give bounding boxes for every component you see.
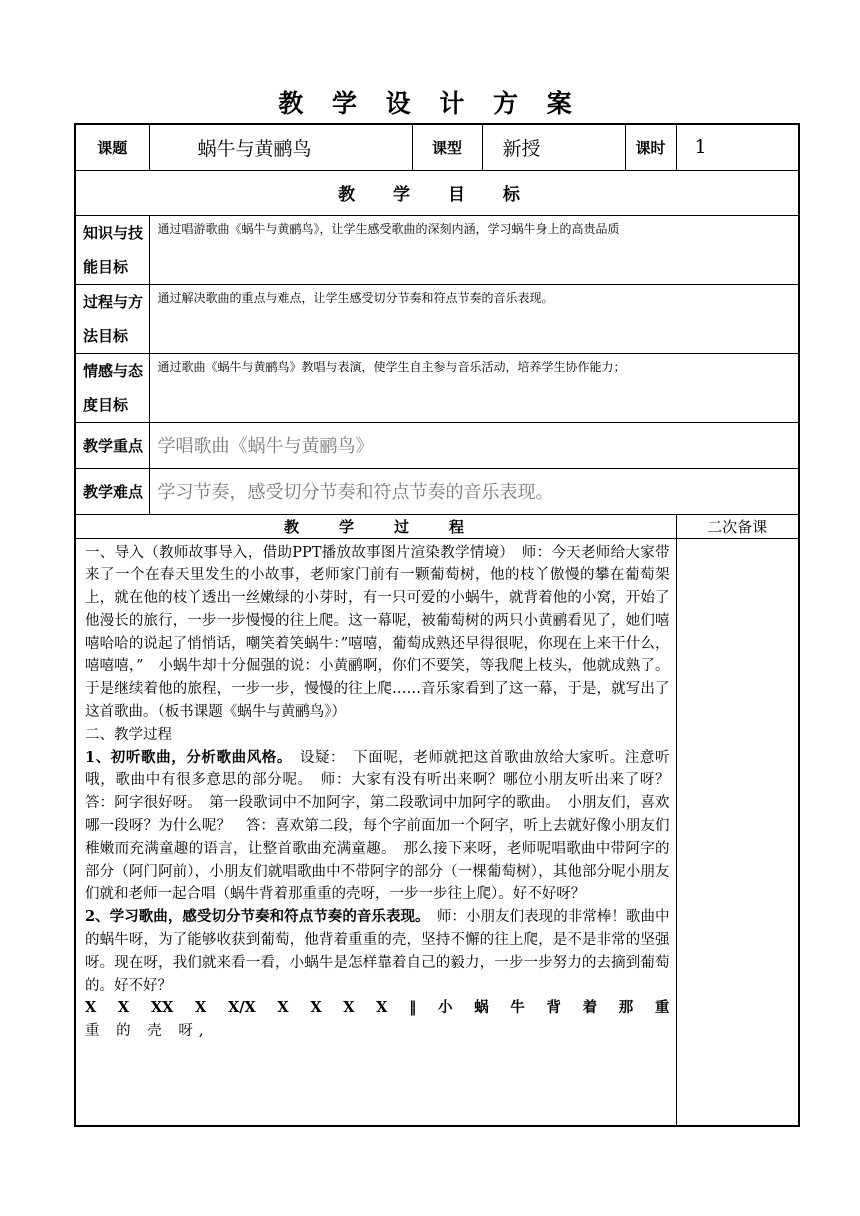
lyric-char: 小 — [437, 999, 453, 1017]
goals-heading: 教 学 目 标 — [75, 170, 799, 215]
lyric-char: 蜗 — [474, 999, 489, 1017]
rhythm-token: X — [277, 999, 289, 1017]
step-two-text: 师：小朋友们表现的非常棒！歌曲中的蜗牛呀，为了能够收获到葡萄，他背着重重的壳，坚持不懈的往上爬，是不是非常的坚强呀。现在呀，我们就来看一看，小蜗牛是怎样靠着自己的毅力，一步一步努力的去摘到葡萄的。好不好？ — [85, 909, 670, 994]
topic-value: 蜗牛与黄鹂鸟 — [149, 124, 412, 170]
teaching-process-header — [75, 514, 676, 538]
knowledge-goal-label-line1: 知识与技 — [83, 223, 144, 242]
process-header-char-3: 过 — [393, 517, 409, 536]
process-goal-label-line2: 法目标 — [83, 326, 129, 345]
process-header-char-4: 程 — [448, 517, 464, 536]
key-point-label: 教学重点 — [75, 422, 149, 468]
rhythm-token: X — [343, 999, 355, 1017]
lyric-char: 牛 — [510, 999, 525, 1017]
process-goal-label-line1: 过程与方 — [83, 292, 144, 311]
process-goal-label — [75, 284, 149, 353]
rhythm-token: ‖ — [409, 999, 417, 1017]
lyric-char: 背 — [546, 999, 561, 1017]
process-goal-text: 通过解决歌曲的重点与难点，让学生感受切分节奏和符点节奏的音乐表现。 — [149, 284, 799, 353]
topic-label: 课题 — [75, 124, 149, 170]
step-two-paragraph — [85, 906, 670, 997]
lyric-char: 重 — [654, 999, 670, 1017]
process-header-char-2: 学 — [338, 517, 354, 536]
rhythm-token: X/X — [227, 999, 256, 1017]
class-hours-value: 1 — [676, 124, 799, 170]
rhythm-token: X — [85, 999, 97, 1017]
rhythm-line-2: 重 的 壳 呀, — [85, 1023, 210, 1040]
emotion-goal-text: 通过歌曲《蜗牛与黄鹂鸟》教唱与表演，使学生自主参与音乐活动，培养学生协作能力； — [149, 353, 799, 422]
knowledge-goal-label — [75, 215, 149, 284]
knowledge-goal-text: 通过唱游歌曲《蜗牛与黄鹂鸟》，让学生感受歌曲的深刻内涵，学习蜗牛身上的高贵品质 — [149, 215, 799, 284]
rhythm-token: XX — [150, 999, 174, 1017]
intro-paragraph: 一、导入（教师故事导入，借助PPT播放故事图片渲染教学情境） 师：今天老师给大家带来了一个在春天里发生的小故事，老师家门前有一颗葡萄树，他的枝丫傲慢的攀在葡萄架上，就在他的枝丫透出一丝嫩绿的小芽时，有一只可爱的小蜗牛，就背着他的小窝，开始了他漫长的旅行，一步一步慢慢的往上爬。这一幕呢，被葡萄树的两只小黄鹂看见了，她们嘻嘻哈哈的说起了悄悄话，嘲笑着笑蜗牛：”嘻嘻，葡萄成熟还早得很呢，你现在上来干什么，嘻嘻嘻，” 小蜗牛却十分倔强的说：小黄鹂啊，你们不要笑，等我爬上枝头，他就成熟了。于是继续着他的旅程，一步一步，慢慢的往上爬……音乐家看到了这一幕，于是，就写出了这首歌曲。（板书课题《蜗牛与黄鹂鸟》） — [85, 544, 670, 721]
step-one-paragraph — [85, 747, 685, 907]
rhythm-line — [85, 997, 670, 1020]
second-prep-header: 二次备课 — [676, 514, 799, 538]
step-one-text: 设疑： 下面呢，老师就把这首歌曲放给大家听。注意听哦，歌曲中有很多意思的部分呢。 师：大家有没有听出来啊？哪位小朋友听出来了呀？ 答：阿字很好呀。 第一段歌词中不加阿字，第二段歌词中加阿字的歌曲。 小朋友们，喜欢哪一段呀？为什么呢？ 答：喜欢第二段，每个字前面加一个阿字，听上去就好像小朋友们稚嫩而充满童趣的语言，让整首歌曲充满童趣。 那么接下来呀，老师呢唱歌曲中带阿字的部分（阿门阿前），小朋友们就唱歌曲中不带阿字的部分（一棵葡萄树），其他部分呢小朋友们就和老师一起合唱（蜗牛背着那重重的壳呀，一步一步往上爬）。好不好呀？ — [85, 749, 685, 903]
document-title: 教 学 设 计 方 案 — [278, 89, 582, 118]
emotion-goal-label-line2: 度目标 — [83, 395, 129, 414]
step-one-title: 1、初听歌曲，分析歌曲风格。 — [85, 748, 285, 766]
key-point-text: 学唱歌曲《蜗牛与黄鹂鸟》 — [149, 422, 799, 468]
rhythm-token: X — [310, 999, 322, 1017]
rhythm-token: X — [117, 999, 130, 1017]
lesson-type-label: 课型 — [412, 124, 482, 170]
rhythm-token: X — [195, 999, 207, 1017]
lesson-plan-table — [74, 123, 800, 1127]
lyric-char: 那 — [618, 999, 634, 1017]
knowledge-goal-label-line2: 能目标 — [83, 257, 129, 276]
rhythm-token: X — [376, 999, 388, 1017]
emotion-goal-label-line1: 情感与态 — [83, 361, 144, 380]
class-hours-label: 课时 — [625, 124, 676, 170]
section-two-heading: 二、教学过程 — [85, 726, 172, 743]
process-header-char-1: 教 — [284, 517, 300, 536]
lyric-char: 着 — [582, 999, 598, 1017]
emotion-goal-label — [75, 353, 149, 422]
teaching-process-body — [75, 538, 685, 1126]
difficulty-label: 教学难点 — [75, 468, 149, 514]
second-prep-notes — [676, 538, 799, 1126]
difficulty-text: 学习节奏，感受切分节奏和符点节奏的音乐表现。 — [149, 468, 799, 514]
step-two-title: 2、学习歌曲，感受切分节奏和符点节奏的音乐表现。 — [85, 908, 423, 926]
lesson-type-value: 新授 — [482, 124, 625, 170]
